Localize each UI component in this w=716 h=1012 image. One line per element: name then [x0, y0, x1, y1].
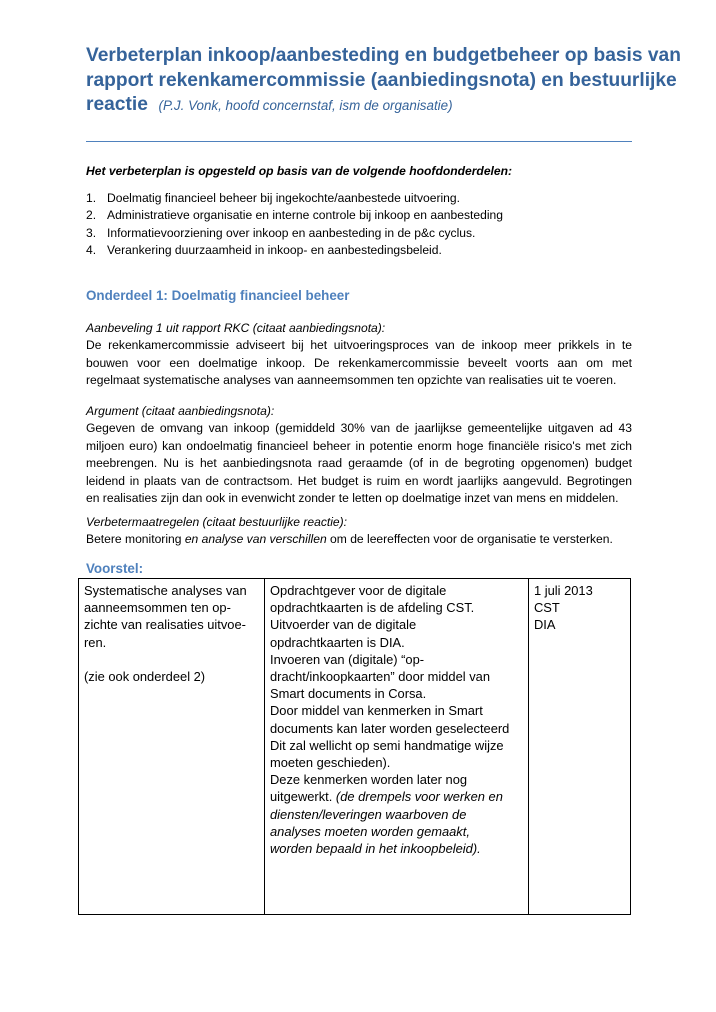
title-line-1: Verbeterplan inkoop/aanbesteding en budgetbeheer op basis van — [86, 45, 681, 66]
cell-line: moeten geschieden). — [270, 755, 391, 771]
cell-line: (zie ook onderdeel 2) — [84, 669, 206, 685]
measures-label: Verbetermaatregelen (citaat bestuurlijke reactie): — [86, 515, 348, 529]
cell-line: Dit zal wellicht op semi handmatige wijze — [270, 737, 504, 753]
title-line-2: rapport rekenkamercommissie (aanbiedingsnota) en bestuurlijke — [86, 69, 677, 91]
measures-text — [86, 531, 632, 548]
cell-line: Invoeren van (digitale) “op- — [270, 651, 425, 667]
argument-line-1: Gegeven de omvang van inkoop (gemiddeld 30% van de jaarlijkse gemeentelijke uitgaven ad 43 — [86, 421, 632, 436]
cell-line: Opdrachtgever voor de digitale — [270, 583, 447, 598]
cell-line: opdrachtkaarten is de afdeling CST. — [270, 600, 475, 616]
title-divider — [86, 141, 632, 142]
recommendation-label: Aanbeveling 1 uit rapport RKC (citaat aanbiedingsnota): — [86, 321, 386, 335]
document-title — [86, 44, 681, 119]
measures-text-pre: Betere monitoring — [86, 532, 185, 547]
table-cell-description — [265, 579, 529, 915]
cell-line: opdrachtkaarten is DIA. — [270, 634, 405, 650]
list-item — [86, 225, 632, 242]
measures-text-italic: en analyse van verschillen — [184, 532, 327, 547]
list-item-number: 2. — [86, 208, 97, 223]
cell-line: Uitvoerder van de digitale — [270, 617, 417, 633]
cell-line: ren. — [84, 634, 107, 650]
cell-line: Door middel van kenmerken in Smart — [270, 703, 483, 719]
cell-line: diensten/leveringen waarboven de — [270, 806, 467, 822]
argument-line-3: meebrengen. Nu is het aanbiedingsnota raad geraamde (of in de begroting opgenomen) budget — [86, 456, 632, 471]
section-1-heading: Onderdeel 1: Doelmatig financieel beheer — [86, 288, 350, 303]
argument-line-4: leidend in plaats van de contractsom. Het budget is ruim en wordt jaarlijks aangevuld. Begrotingen — [86, 473, 632, 488]
cell-line: dracht/inkoopkaarten” door middel van — [270, 669, 490, 685]
cell-line: Systematische analyses van — [84, 583, 247, 598]
cell-line: 1 juli 2013 — [534, 583, 593, 598]
list-item-number: 4. — [86, 243, 97, 258]
list-item — [86, 190, 632, 207]
measures-block — [86, 514, 632, 549]
table-cell-date-owner — [529, 579, 631, 915]
argument-line-2: miljoen euro) kan ondoelmatig financieel beheer in potentie enorm hoge financiële risico's met zich — [86, 438, 632, 453]
cell-line: worden bepaald in het inkoopbeleid). — [270, 841, 481, 857]
list-item-number: 3. — [86, 225, 97, 240]
list-item — [86, 207, 632, 224]
cell-text-italic: (de drempels voor werken en — [335, 789, 503, 805]
cell-text: uitgewerkt. — [270, 789, 336, 805]
cell-line: DIA — [534, 617, 556, 633]
measures-text-post: om de leereffecten voor de organisatie te versterken. — [326, 532, 613, 547]
title-line-3 — [86, 93, 646, 119]
main-parts-list — [86, 190, 632, 260]
intro-heading: Het verbeterplan is opgesteld op basis van de volgende hoofdonderdelen: — [86, 164, 513, 178]
proposal-heading: Voorstel: — [86, 561, 144, 576]
cell-line: Smart documents in Corsa. — [270, 686, 427, 702]
cell-line: zichte van realisaties uitvoe- — [84, 617, 246, 633]
cell-line — [270, 788, 523, 805]
cell-line — [84, 651, 259, 668]
table-row — [79, 579, 631, 915]
list-item-text: Administratieve organisatie en interne controle bij inkoop en aanbesteding — [107, 208, 503, 223]
recommendation-block — [86, 320, 632, 390]
recommendation-line-3: regelmaat systematische analyses van aanneemsommen ten opzichte van realisaties uit te voeren. — [86, 373, 617, 388]
cell-line: Deze kenmerken worden later nog — [270, 772, 468, 788]
list-item-text: Informatievoorziening over inkoop en aanbesteding in de p&c cyclus. — [107, 225, 476, 240]
list-item-text: Verankering duurzaamheid in inkoop- en aanbestedingsbeleid. — [107, 243, 442, 258]
table-cell-subject — [79, 579, 265, 915]
cell-line: documents kan later worden geselecteerd — [270, 720, 510, 736]
title-line-3-text: reactie — [86, 94, 148, 115]
cell-line: CST — [534, 600, 560, 616]
recommendation-line-1: De rekenkamercommissie adviseert bij het uitvoeringsproces van de inkoop meer prikkels in te — [86, 338, 632, 353]
argument-line-5: en realisaties zijn dan ook in evenwicht zonder te letten op doelmatige inzet van mens en middelen. — [86, 491, 619, 506]
list-item-text: Doelmatig financieel beheer bij ingekochte/aanbestede uitvoering. — [107, 191, 460, 205]
argument-block — [86, 403, 632, 507]
document-subtitle: (P.J. Vonk, hoofd concernstaf, ism de organisatie) — [158, 98, 453, 113]
cell-line: aanneemsommen ten op- — [84, 600, 231, 616]
argument-label: Argument (citaat aanbiedingsnota): — [86, 404, 275, 418]
list-item-number: 1. — [86, 191, 97, 205]
list-item — [86, 242, 632, 259]
cell-line: analyses moeten worden gemaakt, — [270, 823, 470, 839]
recommendation-line-2: bouwen voor een doelmatige inkoop. De rekenkamercommissie beveelt voorts aan om met — [86, 355, 632, 370]
proposal-table — [78, 578, 631, 915]
